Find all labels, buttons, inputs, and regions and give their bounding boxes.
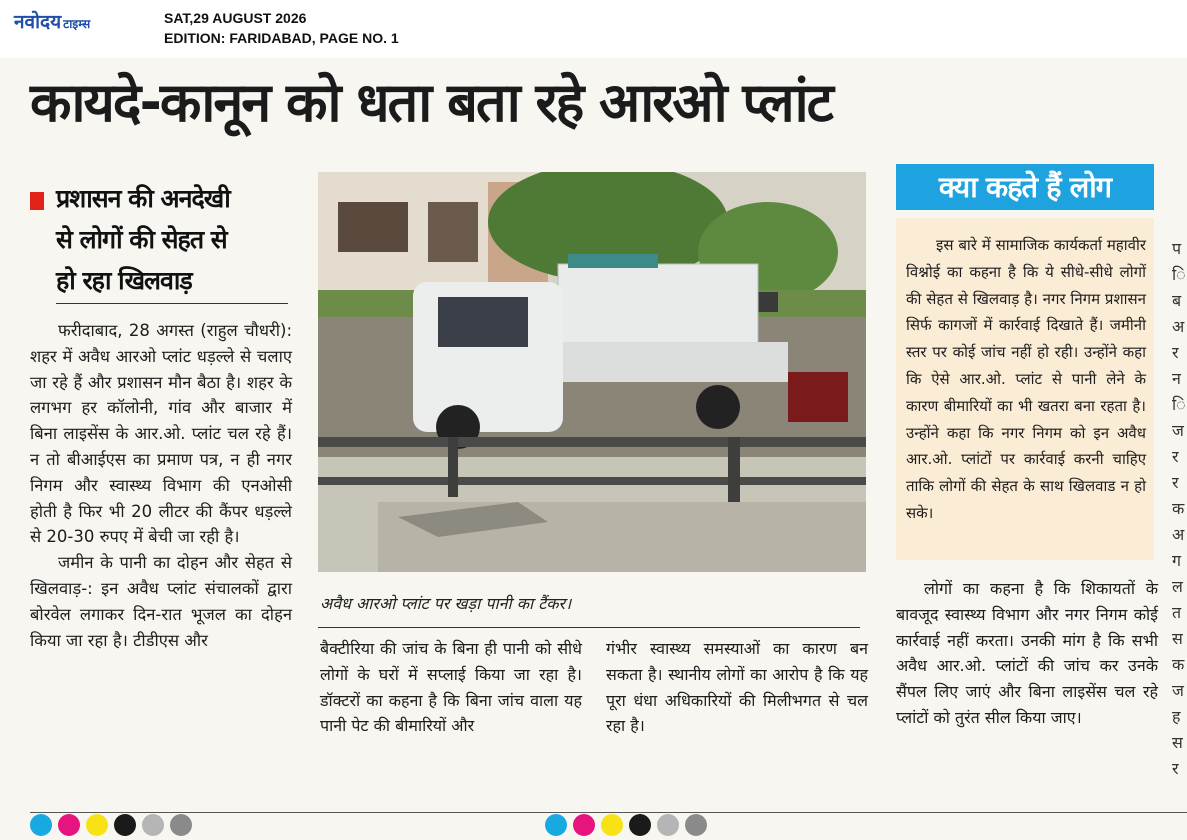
bullet-square-icon xyxy=(30,192,44,210)
kicker-line: प्रशासन की अनदेखी xyxy=(56,184,230,213)
edge-glyph: र xyxy=(1172,447,1179,466)
edge-glyph: ह xyxy=(1172,707,1181,726)
register-mark-dot xyxy=(657,814,679,836)
edge-glyph: ल xyxy=(1172,577,1183,596)
photo-caption: अवैध आरओ प्लांट पर खड़ा पानी का टैंकर। xyxy=(320,594,572,613)
edge-glyph: क xyxy=(1172,655,1185,674)
kicker-line: हो रहा खिलवाड़ xyxy=(56,266,192,295)
register-mark-dot xyxy=(30,814,52,836)
edge-glyph: ि xyxy=(1172,265,1186,284)
edge-glyph: त xyxy=(1172,603,1182,622)
masthead-bar xyxy=(0,0,1187,58)
edge-glyph: ज xyxy=(1172,421,1184,440)
edge-glyph: ग xyxy=(1172,551,1182,570)
adjacent-article-edge xyxy=(1172,236,1187,796)
edge-glyph: प xyxy=(1172,239,1182,258)
edge-glyph: ि xyxy=(1172,395,1186,414)
edge-glyph: ब xyxy=(1172,291,1182,310)
edge-glyph: स xyxy=(1172,733,1183,752)
edge-glyph: र xyxy=(1172,473,1179,492)
article-column-2 xyxy=(320,636,582,739)
register-mark-dot xyxy=(601,814,623,836)
article-column-3 xyxy=(606,636,868,739)
kicker-divider xyxy=(56,303,288,304)
register-mark-dot xyxy=(58,814,80,836)
edge-glyph: स xyxy=(1172,629,1183,648)
register-mark-dot xyxy=(573,814,595,836)
page-bottom-rule xyxy=(30,812,1187,813)
sidebox-text: इस बारे में सामाजिक कार्यकर्ता महावीर विश्नोई का कहना है कि ये सीधे-सीधे लोगों की सेहत से खिलवाड़ है। नगर निगम प्रशासन सिर्फ कागजों में कार्रवाई दिखाते हैं। जमीनी स्तर पर कोई जांच नहीं हो रही। उन्होंने कहा कि ऐसे आर.ओ. प्लांट से पानी लेने के कारण बीमारियों का भी खतरा बना रहता है। उन्होंने कहा कि नगर निगम को इन अवैध आर.ओ. प्लांटों पर कार्रवाई करनी चाहिए ताकि लोगों की सेहत के साथ खिलवाड न हो सके। xyxy=(906,236,1146,522)
register-mark-dot xyxy=(86,814,108,836)
article-paragraph: बैक्टीरिया की जांच के बिना ही पानी को सीधे लोगों के घरों में सप्लाई किया जा रहा है। डॉक्टरों का कहना है कि बिना जांच वाला यह पानी पेट की बीमारियों और xyxy=(320,639,582,736)
edge-glyph: न xyxy=(1172,369,1181,388)
article-paragraph: फरीदाबाद, 28 अगस्त (राहुल चौधरी): शहर में अवैध आरओ प्लांट धड़ल्ले से चलाए जा रहे हैं और प्रशासन मौन बैठा है। शहर के लगभग हर कॉलोनी, गांव और बाजार में बिना लाइसेंस के आर.ओ. प्लांट चल रहे हैं। न तो बीआईएस का प्रमाण पत्र, न ही नगर निगम और स्वास्थ्य विभाग की एनओसी होती है फिर भी 20 लीटर की कैंपर धड़ल्ले से 20-30 रुपए में बेची जा रही है। xyxy=(30,321,292,547)
tanker-photo-illustration xyxy=(318,172,866,572)
register-mark-dot xyxy=(685,814,707,836)
kicker-line: से लोगों की सेहत से xyxy=(56,225,227,254)
edition-label: EDITION: FARIDABAD, PAGE NO. 1 xyxy=(164,30,399,46)
logo-subtitle: टाइम्स xyxy=(63,17,91,31)
edition-info xyxy=(164,8,399,48)
register-mark-dot xyxy=(629,814,651,836)
edge-glyph: ज xyxy=(1172,681,1184,700)
edge-glyph: र xyxy=(1172,759,1179,778)
color-register-right xyxy=(545,814,713,826)
register-mark-dot xyxy=(142,814,164,836)
register-mark-dot xyxy=(170,814,192,836)
register-mark-dot xyxy=(545,814,567,836)
edge-glyph: अ xyxy=(1172,525,1185,544)
article-paragraph: गंभीर स्वास्थ्य समस्याओं का कारण बन सकता है। स्थानीय लोगों का आरोप है कि यह पूरा धंधा अधिकारियों की मिलीभगत से चल रहा है। xyxy=(606,639,868,736)
article-column-1 xyxy=(30,318,292,653)
article-headline: कायदे-कानून को धता बता रहे आरओ प्लांट xyxy=(30,71,832,134)
edge-glyph: क xyxy=(1172,499,1185,518)
edge-glyph: र xyxy=(1172,343,1179,362)
color-register-left xyxy=(30,814,198,826)
article-photo xyxy=(318,172,866,572)
newspaper-logo: नवोदय टाइम्स xyxy=(14,11,91,33)
article-kicker xyxy=(30,178,292,301)
quote-box xyxy=(896,218,1154,560)
sidebox-title: क्या कहते हैं लोग xyxy=(896,164,1154,210)
register-mark-dot xyxy=(114,814,136,836)
article-column-4 xyxy=(896,576,1158,731)
caption-divider xyxy=(318,627,860,628)
article-paragraph: जमीन के पानी का दोहन और सेहत से खिलवाड़-: इन अवैध प्लांट संचालकों द्वारा बोरवेल लगाकर दिन-रात भूजल का दोहन किया जा रहा है। टीडीएस और xyxy=(30,553,292,650)
edge-glyph: अ xyxy=(1172,317,1185,336)
article-paragraph: लोगों का कहना है कि शिकायतों के बावजूद स्वास्थ्य विभाग और नगर निगम कोई कार्रवाई नहीं करता। उनकी मांग है कि सभी अवैध आर.ओ. प्लांटों की जांच कर उनके सैंपल लिए जाएं और बिना लाइसेंस चल रहे प्लांटों को तुरंत सील किया जाए। xyxy=(896,579,1158,727)
date-label: SAT,29 AUGUST 2026 xyxy=(164,10,307,26)
